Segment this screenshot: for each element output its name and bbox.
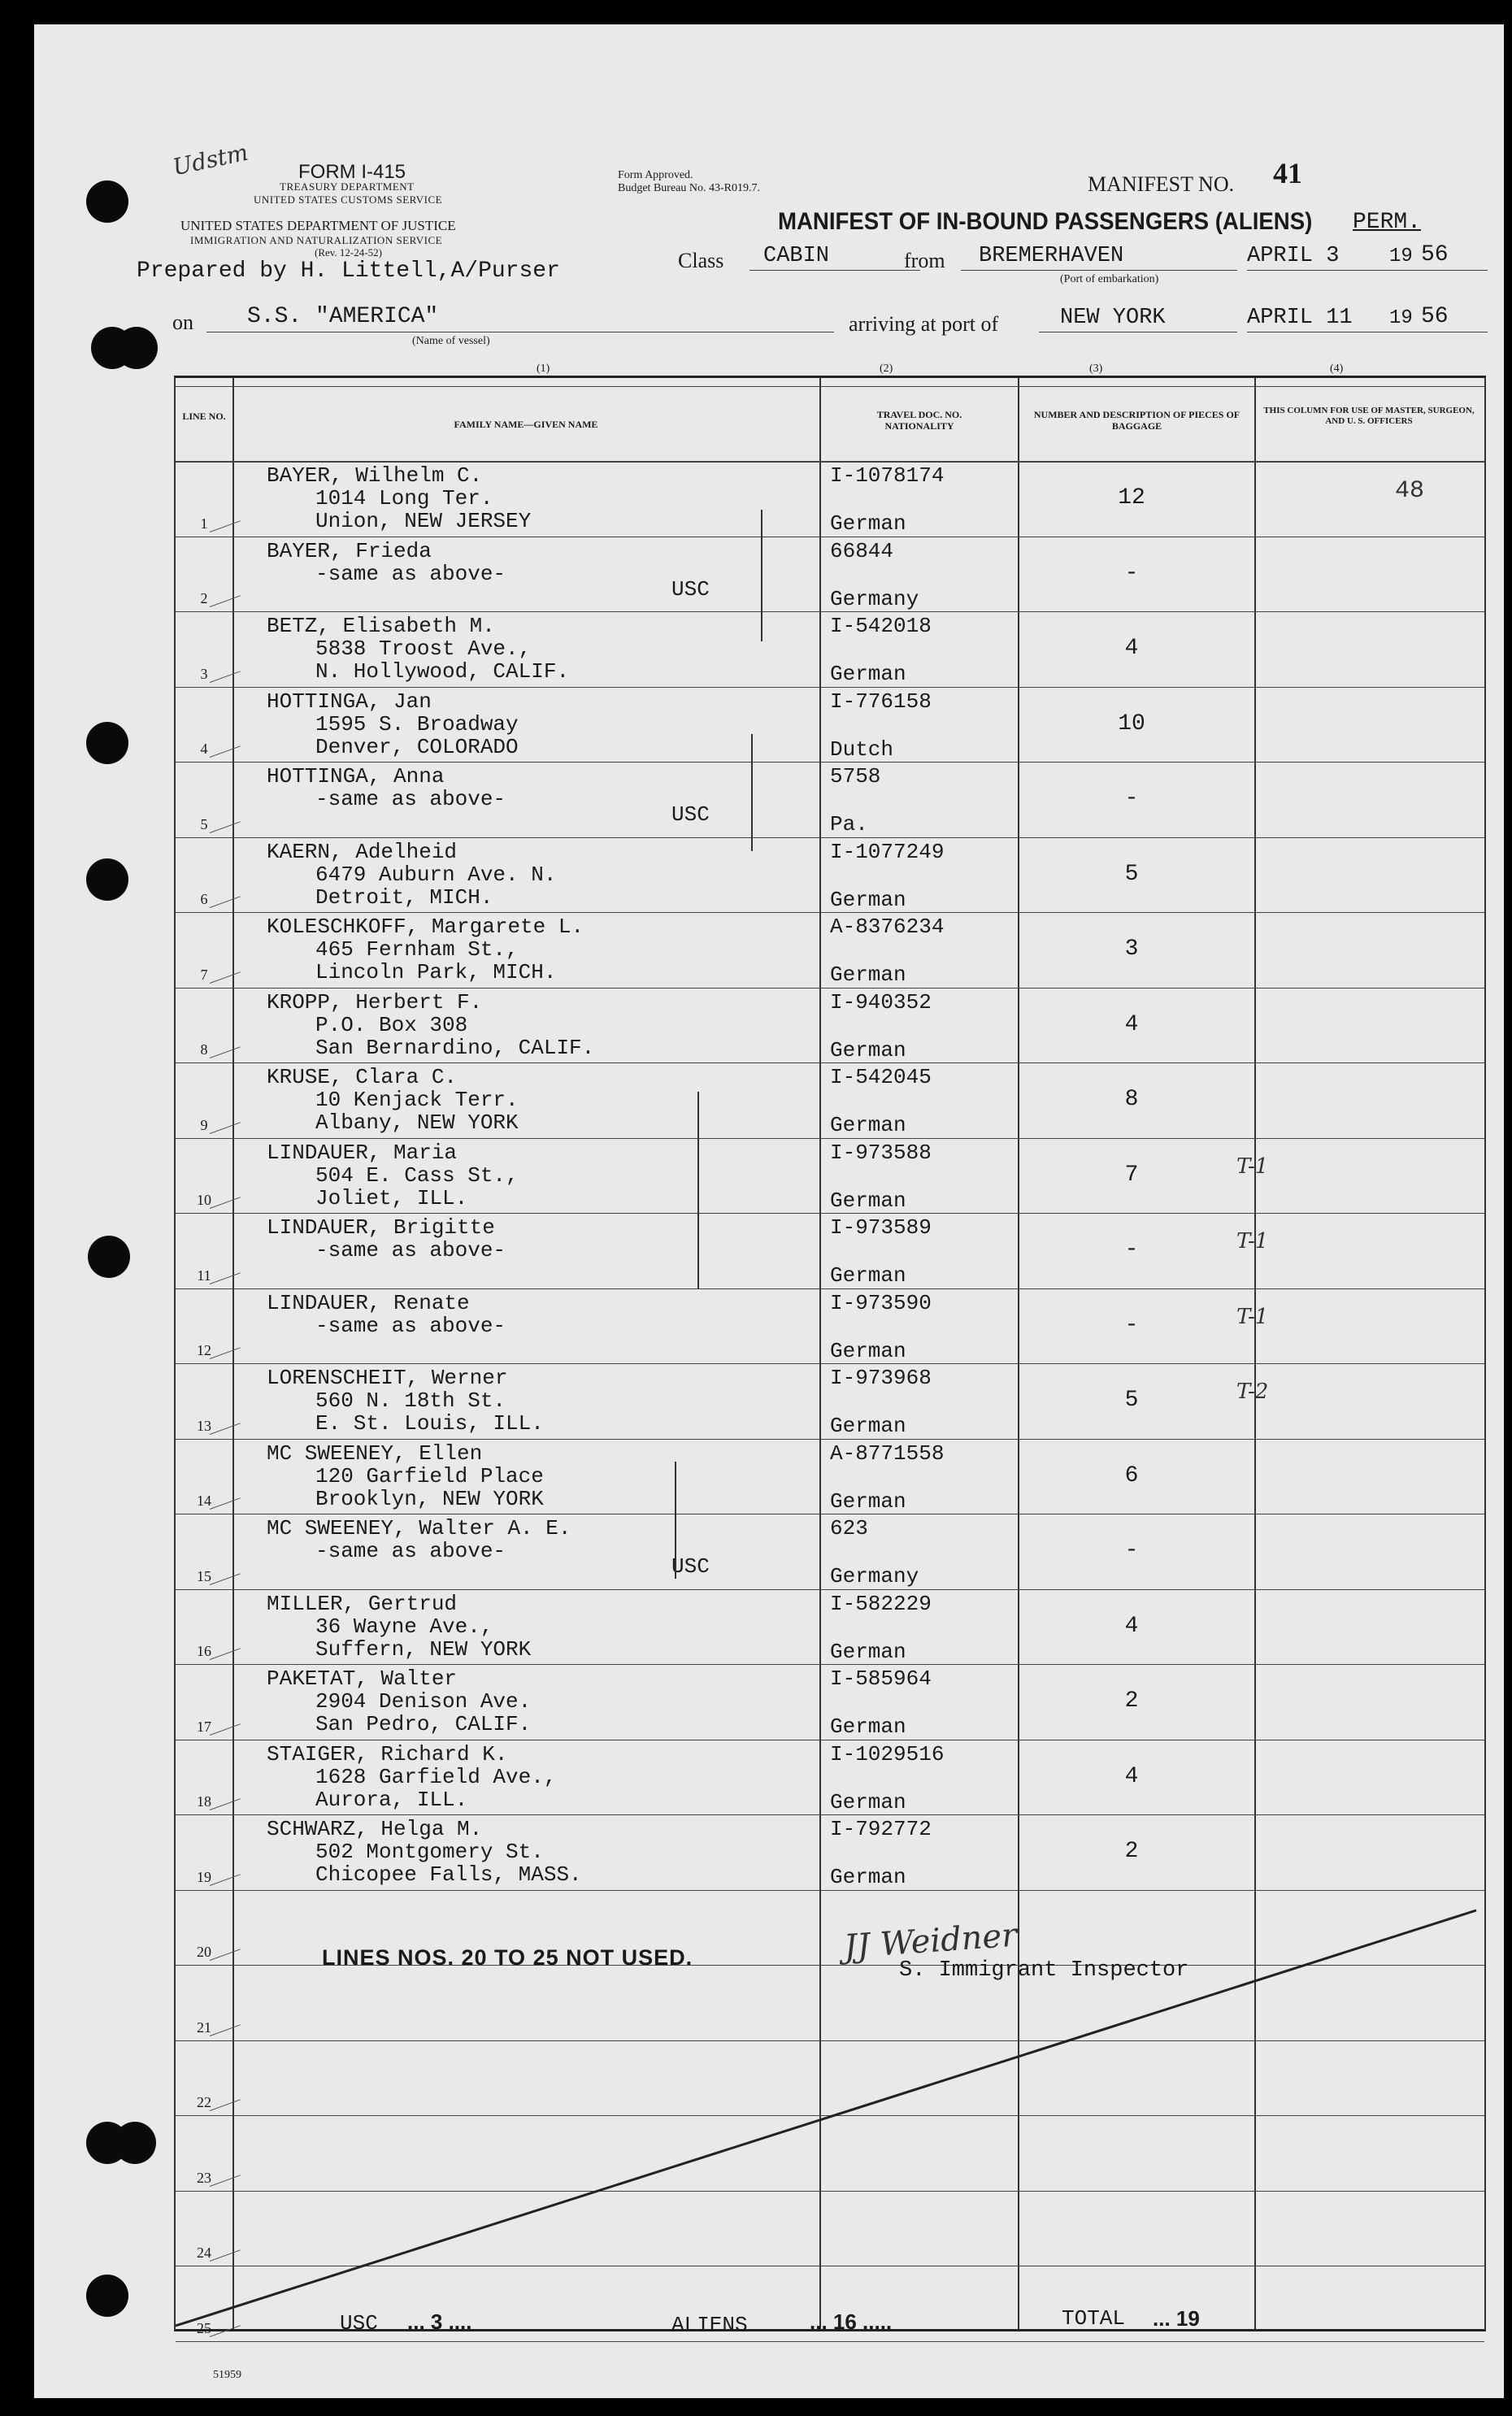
nationality: Germany bbox=[830, 586, 919, 611]
immigration-service: IMMIGRATION AND NATURALIZATION SERVICE bbox=[190, 234, 443, 246]
passenger-name: LINDAUER, Maria bbox=[267, 1140, 458, 1165]
nationality: German bbox=[830, 511, 906, 536]
baggage-count: 2 bbox=[1124, 1688, 1139, 1714]
officer-note: T-1 bbox=[1236, 1304, 1269, 1329]
passenger-address: 1628 Garfield Ave., bbox=[315, 1764, 557, 1789]
vessel-name: S.S. "AMERICA" bbox=[247, 304, 439, 329]
vessel-note: (Name of vessel) bbox=[412, 335, 490, 347]
line-number: 12 bbox=[197, 1342, 211, 1358]
line-number: 20 bbox=[197, 1944, 211, 1960]
passenger-address: 10 Kenjack Terr. bbox=[315, 1088, 519, 1112]
line-number: 9 bbox=[200, 1116, 208, 1133]
baggage-count: 4 bbox=[1124, 636, 1139, 661]
travel-doc-number: I-1029516 bbox=[830, 1741, 945, 1766]
officer-note: T-2 bbox=[1236, 1380, 1269, 1404]
line-number: 16 bbox=[197, 1643, 211, 1659]
passenger-city: San Pedro, CALIF. bbox=[315, 1712, 532, 1736]
baggage-count: 6 bbox=[1124, 1462, 1139, 1488]
revision-date: (Rev. 12-24-52) bbox=[315, 246, 382, 259]
line-number: 2 bbox=[200, 590, 208, 606]
usc-count: ... 3 .... bbox=[407, 2310, 472, 2334]
line-number: 22 bbox=[197, 2094, 211, 2110]
passenger-address: -same as above- bbox=[315, 1539, 506, 1563]
form-id: FORM I-415 bbox=[298, 161, 406, 183]
line-number: 17 bbox=[197, 1718, 211, 1735]
punch-hole bbox=[86, 858, 128, 901]
nationality: German bbox=[830, 962, 906, 987]
arriving-label: arriving at port of bbox=[849, 312, 999, 336]
justice-department: UNITED STATES DEPARTMENT OF JUSTICE bbox=[180, 218, 456, 233]
customs-service: UNITED STATES CUSTOMS SERVICE bbox=[254, 193, 443, 206]
passenger-name: STAIGER, Richard K. bbox=[267, 1741, 508, 1766]
punch-hole bbox=[86, 2275, 128, 2317]
baggage-count: - bbox=[1124, 1237, 1139, 1262]
nationality: German bbox=[830, 662, 906, 686]
baggage-count: 4 bbox=[1124, 1763, 1139, 1789]
punch-hole bbox=[88, 1236, 130, 1278]
baggage-count: 7 bbox=[1124, 1162, 1139, 1188]
passenger-table bbox=[174, 376, 1486, 2337]
passenger-name: KRUSE, Clara C. bbox=[267, 1065, 458, 1089]
depart-date: APRIL 3 bbox=[1247, 244, 1340, 268]
passenger-name: BETZ, Elisabeth M. bbox=[267, 614, 495, 638]
nationality: German bbox=[830, 1639, 906, 1664]
travel-doc-number: I-973588 bbox=[830, 1140, 932, 1165]
travel-doc-number: A-8771558 bbox=[830, 1440, 945, 1466]
depart-year: 56 bbox=[1421, 242, 1449, 267]
passenger-name: BAYER, Wilhelm C. bbox=[267, 463, 483, 488]
arrival-date: APRIL 11 bbox=[1247, 306, 1353, 330]
depart-year-prefix: 19 bbox=[1389, 246, 1413, 267]
travel-doc-number: I-940352 bbox=[830, 989, 932, 1015]
passenger-name: LORENSCHEIT, Werner bbox=[267, 1366, 508, 1390]
travel-doc-number: I-542018 bbox=[830, 614, 932, 638]
travel-doc-number: 5758 bbox=[830, 764, 881, 789]
travel-doc-number: I-792772 bbox=[830, 1817, 932, 1841]
passenger-city: Brooklyn, NEW YORK bbox=[315, 1486, 544, 1511]
passenger-name: MC SWEENEY, Ellen bbox=[267, 1440, 483, 1466]
manifest-title: MANIFEST OF IN-BOUND PASSENGERS (ALIENS) bbox=[778, 208, 1313, 235]
inspector-signature: JJ Weidner bbox=[842, 1916, 1019, 1966]
nationality: German bbox=[830, 1414, 906, 1438]
passenger-city: Chicopee Falls, MASS. bbox=[315, 1862, 582, 1887]
baggage-header: NUMBER AND DESCRIPTION OF PIECES OF BAGGAGE bbox=[1033, 409, 1240, 432]
punch-hole bbox=[115, 327, 158, 369]
line-number: 11 bbox=[197, 1267, 211, 1284]
line-number: 23 bbox=[197, 2169, 211, 2186]
passenger-address: 2904 Denison Ave. bbox=[315, 1689, 532, 1714]
travel-doc-number: I-776158 bbox=[830, 689, 932, 714]
col2-num: (2) bbox=[880, 363, 893, 375]
baggage-count: 3 bbox=[1124, 936, 1139, 962]
passenger-address: 560 N. 18th St. bbox=[315, 1388, 506, 1413]
arrival-year-prefix: 19 bbox=[1389, 307, 1413, 329]
passenger-name: LINDAUER, Brigitte bbox=[267, 1215, 495, 1240]
aliens-count: ... 16 ..... bbox=[810, 2310, 893, 2334]
passenger-name: KAERN, Adelheid bbox=[267, 839, 458, 864]
nationality: Pa. bbox=[830, 812, 868, 836]
nationality: German bbox=[830, 1113, 906, 1137]
col4-num: (4) bbox=[1330, 363, 1344, 375]
nationality: German bbox=[830, 1789, 906, 1814]
passenger-city: N. Hollywood, CALIF. bbox=[315, 659, 570, 684]
travel-doc-number: I-542045 bbox=[830, 1065, 932, 1089]
travel-doc-number: I-585964 bbox=[830, 1666, 932, 1691]
usc-marker: USC bbox=[671, 1554, 710, 1579]
baggage-count: 5 bbox=[1124, 861, 1139, 887]
nationality: German bbox=[830, 1263, 906, 1288]
punch-hole bbox=[86, 722, 128, 764]
baggage-count: - bbox=[1124, 786, 1139, 811]
baggage-count: 4 bbox=[1124, 1011, 1139, 1037]
passenger-name: MILLER, Gertrud bbox=[267, 1591, 458, 1616]
punch-hole bbox=[114, 2122, 156, 2164]
lines-not-used-note: LINES NOS. 20 TO 25 NOT USED. bbox=[322, 1945, 693, 1970]
prepared-by: Prepared by H. Littell,A/Purser bbox=[137, 259, 560, 284]
line-number: 6 bbox=[200, 891, 208, 907]
line-number: 13 bbox=[197, 1417, 211, 1434]
line-number: 5 bbox=[200, 815, 208, 832]
passenger-address: 465 Fernham St., bbox=[315, 937, 519, 962]
cancel-diagonal bbox=[176, 378, 1484, 2329]
passenger-name: HOTTINGA, Jan bbox=[267, 689, 432, 714]
line-number: 18 bbox=[197, 1793, 211, 1810]
officer-note: T-1 bbox=[1236, 1154, 1269, 1179]
punch-hole bbox=[86, 180, 128, 223]
passenger-name: SCHWARZ, Helga M. bbox=[267, 1817, 483, 1841]
passenger-address: -same as above- bbox=[315, 561, 506, 586]
line-number: 25 bbox=[197, 2319, 211, 2336]
passenger-address: 36 Wayne Ave., bbox=[315, 1614, 493, 1639]
baggage-count: 8 bbox=[1124, 1087, 1139, 1112]
total-count: ... 19 bbox=[1153, 2306, 1200, 2331]
passenger-city: Union, NEW JERSEY bbox=[315, 509, 532, 533]
inspector-title: S. Immigrant Inspector bbox=[899, 1958, 1189, 1983]
nationality: German bbox=[830, 1037, 906, 1062]
travel-doc-number: 623 bbox=[830, 1516, 868, 1540]
class-label: Class bbox=[678, 249, 724, 272]
baggage-count: 10 bbox=[1118, 710, 1145, 737]
travel-doc-number: A-8376234 bbox=[830, 915, 945, 939]
passenger-city: Albany, NEW YORK bbox=[315, 1110, 519, 1135]
usc-label: USC bbox=[340, 2311, 378, 2336]
passenger-name: HOTTINGA, Anna bbox=[267, 764, 445, 789]
col3-num: (3) bbox=[1089, 363, 1103, 375]
passenger-address: 1014 Long Ter. bbox=[315, 486, 493, 511]
passenger-city: Denver, COLORADO bbox=[315, 734, 519, 759]
passenger-city: Joliet, ILL. bbox=[315, 1185, 468, 1210]
line-number: 21 bbox=[197, 2018, 211, 2036]
baggage-count: - bbox=[1124, 1312, 1139, 1338]
manifest-page bbox=[34, 24, 1504, 2398]
form-approved: Form Approved. bbox=[618, 169, 693, 181]
passenger-city: San Bernardino, CALIF. bbox=[315, 1035, 595, 1060]
officer-note: 48 bbox=[1395, 477, 1425, 505]
line-number: 4 bbox=[200, 741, 208, 757]
passenger-name: KROPP, Herbert F. bbox=[267, 989, 483, 1015]
nationality: German bbox=[830, 1338, 906, 1363]
line-number: 1 bbox=[200, 515, 208, 532]
col1-num: (1) bbox=[537, 363, 550, 375]
class-value: CABIN bbox=[763, 244, 830, 268]
nationality: German bbox=[830, 1714, 906, 1739]
baggage-count: - bbox=[1124, 560, 1139, 586]
officer-note: T-1 bbox=[1236, 1229, 1269, 1254]
nationality: German bbox=[830, 1488, 906, 1514]
nationality: German bbox=[830, 1865, 906, 1889]
from-value: BREMERHAVEN bbox=[979, 244, 1124, 268]
passenger-city: Lincoln Park, MICH. bbox=[315, 960, 557, 984]
arrival-port: NEW YORK bbox=[1060, 306, 1166, 330]
arrival-year: 56 bbox=[1421, 304, 1449, 329]
line-number: 8 bbox=[200, 1041, 208, 1058]
passenger-address: 6479 Auburn Ave. N. bbox=[315, 862, 557, 887]
passenger-address: 502 Montgomery St. bbox=[315, 1840, 544, 1864]
budget-bureau: Budget Bureau No. 43-R019.7. bbox=[618, 182, 760, 194]
manifest-no: 41 bbox=[1273, 157, 1302, 189]
line-number: 15 bbox=[197, 1567, 211, 1584]
travel-doc-number: I-1078174 bbox=[830, 463, 945, 488]
passenger-city: Detroit, MICH. bbox=[315, 884, 493, 910]
passenger-name: MC SWEENEY, Walter A. E. bbox=[267, 1516, 571, 1540]
travel-doc-number: 66844 bbox=[830, 538, 894, 563]
passenger-address: -same as above- bbox=[315, 1238, 506, 1262]
from-label: from bbox=[904, 249, 945, 272]
travel-doc-number: I-582229 bbox=[830, 1591, 932, 1616]
passenger-address: P.O. Box 308 bbox=[315, 1012, 468, 1037]
passenger-address: 1595 S. Broadway bbox=[315, 711, 519, 737]
baggage-count: - bbox=[1124, 1538, 1139, 1563]
line-number: 14 bbox=[197, 1493, 211, 1509]
usc-marker: USC bbox=[671, 802, 710, 827]
line-no-header: LINE NO. bbox=[182, 411, 226, 422]
line-number: 7 bbox=[200, 966, 208, 983]
baggage-count: 2 bbox=[1124, 1839, 1139, 1864]
line-number: 3 bbox=[200, 665, 208, 682]
travel-doc-number: I-1077249 bbox=[830, 839, 945, 864]
line-number: 10 bbox=[197, 1192, 211, 1208]
nationality: Germany bbox=[830, 1564, 919, 1588]
name-header: FAMILY NAME—GIVEN NAME bbox=[454, 419, 598, 430]
usc-marker: USC bbox=[671, 576, 710, 602]
passenger-address: 120 Garfield Place bbox=[315, 1463, 544, 1488]
baggage-count: 12 bbox=[1118, 485, 1145, 511]
passenger-name: PAKETAT, Walter bbox=[267, 1666, 458, 1691]
passenger-address: -same as above- bbox=[315, 1313, 506, 1338]
travel-doc-number: I-973590 bbox=[830, 1290, 932, 1315]
passenger-name: LINDAUER, Renate bbox=[267, 1290, 470, 1315]
embark-note: (Port of embarkation) bbox=[1060, 273, 1159, 285]
passenger-address: -same as above- bbox=[315, 787, 506, 811]
form-code: 51959 bbox=[213, 2369, 241, 2381]
aliens-label: ALIENS bbox=[671, 2313, 748, 2337]
travel-doc-header: TRAVEL DOC. NO. NATIONALITY bbox=[876, 409, 962, 432]
manifest-no-label: MANIFEST NO. bbox=[1088, 172, 1235, 196]
nationality: German bbox=[830, 1188, 906, 1213]
travel-doc-number: I-973968 bbox=[830, 1366, 932, 1390]
passenger-address: 504 E. Cass St., bbox=[315, 1162, 519, 1188]
nationality: German bbox=[830, 887, 906, 912]
line-number: 24 bbox=[197, 2244, 211, 2261]
nationality: Dutch bbox=[830, 737, 894, 762]
passenger-name: BAYER, Frieda bbox=[267, 538, 432, 563]
margin-scribble: Udstm bbox=[170, 138, 251, 181]
passenger-name: KOLESCHKOFF, Margarete L. bbox=[267, 915, 584, 939]
passenger-city: Aurora, ILL. bbox=[315, 1787, 468, 1812]
treasury-department: TREASURY DEPARTMENT bbox=[280, 180, 415, 193]
on-label: on bbox=[172, 311, 193, 334]
travel-doc-number: I-973589 bbox=[830, 1215, 932, 1240]
perm-note: PERM. bbox=[1353, 210, 1422, 235]
passenger-address: 5838 Troost Ave., bbox=[315, 637, 532, 661]
baggage-count: 4 bbox=[1124, 1613, 1139, 1639]
officers-header: THIS COLUMN FOR USE OF MASTER, SURGEON, AND U. S. OFFICERS bbox=[1263, 406, 1475, 426]
line-number: 19 bbox=[197, 1868, 211, 1885]
baggage-count: 5 bbox=[1124, 1388, 1139, 1413]
passenger-city: E. St. Louis, ILL. bbox=[315, 1411, 544, 1436]
passenger-city: Suffern, NEW YORK bbox=[315, 1636, 532, 1662]
row-divider bbox=[176, 2341, 1484, 2342]
total-label: TOTAL bbox=[1062, 2306, 1126, 2331]
